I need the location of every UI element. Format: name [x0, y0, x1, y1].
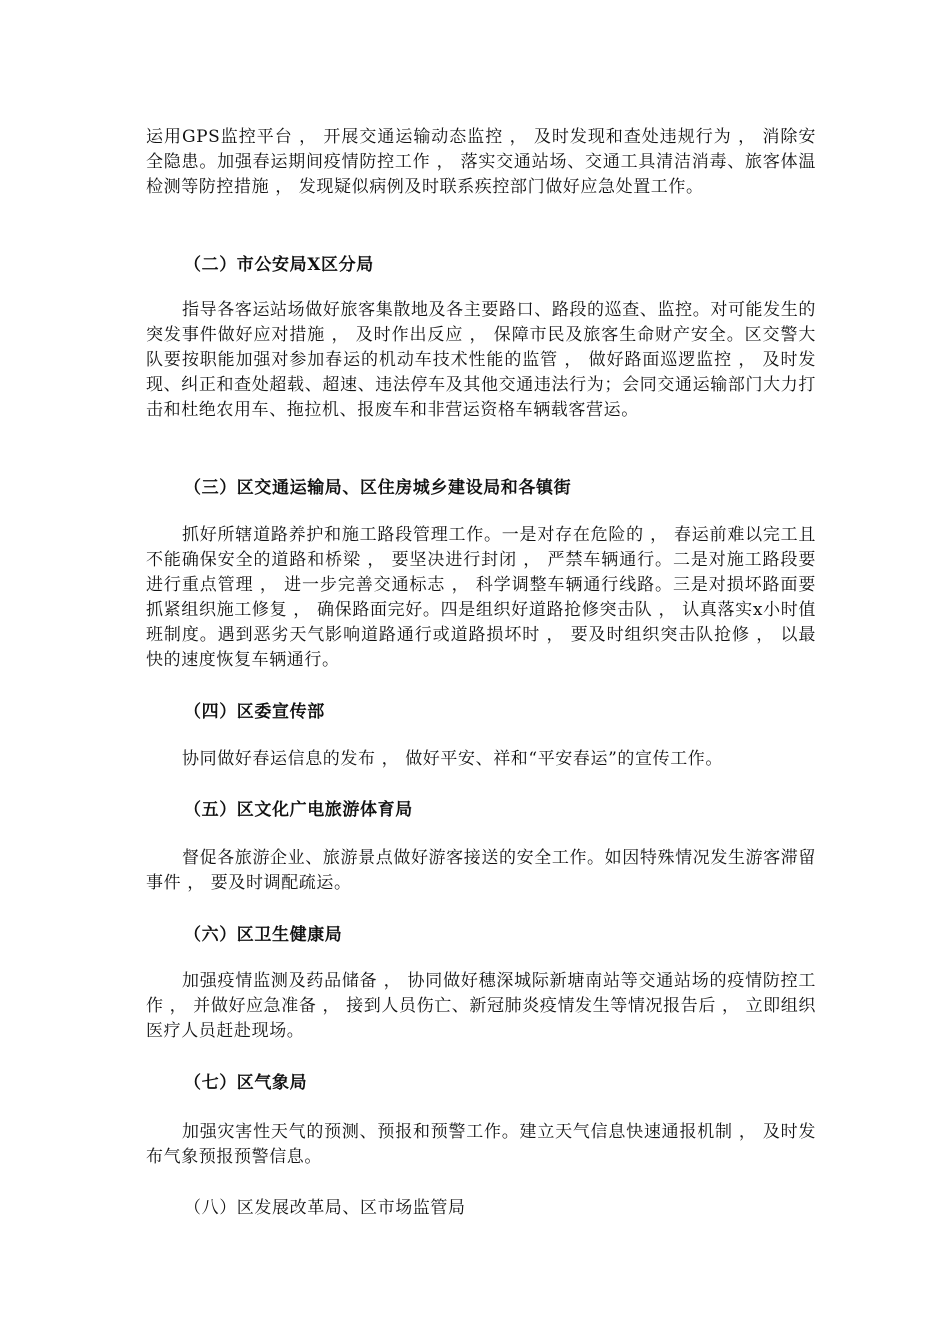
- section-body-3: 抓好所辖道路养护和施工路段管理工作。一是对存在危险的 ， 春运前难以完工且不能确保安全的道路和桥梁 ， 要坚决进行封闭 ， 严禁车辆通行。二是对施工路段要进行重点管理 ， 进一步完善交通标志 ， 科学调整车辆通行线路。三是对损坏路面要抓紧组织施工修复 ， 确保路面完好。四是组织好道路抢修突击队 ， 认真落实x小时值班制度。遇到恶劣天气影响道路通行或道路损坏时 ， 要及时组织突击队抢修 ， 以最快的速度恢复车辆通行。: [146, 525, 816, 670]
- section-body-4: 协同做好春运信息的发布 ， 做好平安、祥和“平安春运”的宣传工作。: [182, 749, 723, 769]
- section-body-7: 加强灾害性天气的预测、预报和预警工作。建立天气信息快速通报机制 ， 及时发布气象预报预警信息。: [146, 1122, 816, 1167]
- section-body-5: 督促各旅游企业、旅游景点做好游客接送的安全工作。如因特殊情况发生游客滞留事件 ， 要及时调配疏运。: [146, 848, 816, 893]
- section-body-6: 加强疫情监测及药品储备 ， 协同做好穗深城际新塘南站等交通站场的疫情防控工作 ， 并做好应急准备 ， 接到人员伤亡、新冠肺炎疫情发生等情况报告后 ， 立即组织医疗人员赶赴现场。: [146, 971, 816, 1041]
- section-heading-6: （六）区卫生健康局: [184, 925, 343, 945]
- section-heading-5: （五）区文化广电旅游体育局: [184, 800, 413, 820]
- section-heading-2: （二）市公安局X区分局: [184, 255, 374, 275]
- section-body-2: 指导各客运站场做好旅客集散地及各主要路口、路段的巡查、监控。对可能发生的突发事件做好应对措施 ， 及时作出反应 ， 保障市民及旅客生命财产安全。区交警大队要按职能加强对参加春运的机动车技术性能的监管 ， 做好路面巡逻监控 ， 及时发现、纠正和查处超载、超速、违法停车及其他交通违法行为；会同交通运输部门大力打击和杜绝农用车、拖拉机、报废车和非营运资格车辆载客营运。: [146, 300, 816, 420]
- section-heading-4: （四）区委宣传部: [184, 702, 325, 722]
- paragraph-intro: 运用GPS监控平台 ， 开展交通运输动态监控 ， 及时发现和查处违规行为 ， 消除安全隐患。加强春运期间疫情防控工作 ， 落实交通站场、交通工具清洁消毒、旅客体温检测等防控措施 ， 发现疑似病例及时联系疾控部门做好应急处置工作。: [146, 127, 816, 197]
- section-heading-7: （七）区气象局: [184, 1073, 308, 1093]
- section-heading-3: （三）区交通运输局、区住房城乡建设局和各镇街: [184, 478, 572, 498]
- section-heading-8: （八）区发展改革局、区市场监管局: [184, 1198, 466, 1218]
